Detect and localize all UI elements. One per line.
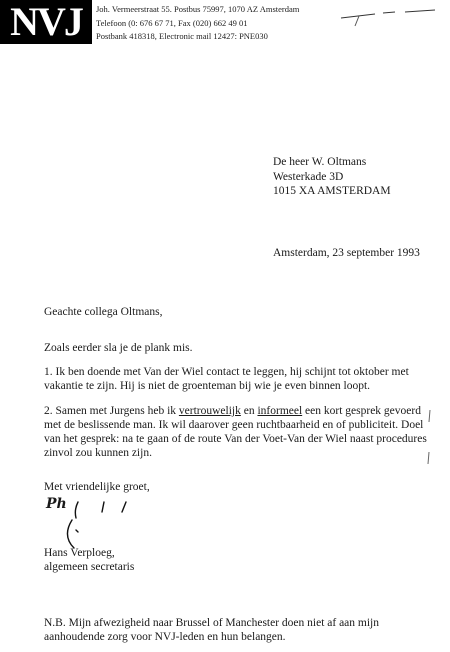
salutation: Geachte collega Oltmans, xyxy=(44,306,163,318)
paragraph-point-2 xyxy=(44,404,428,460)
date-line: Amsterdam, 23 september 1993 xyxy=(273,247,420,259)
paragraph-point-1: 1. Ik ben doende met Van der Wiel contact te leggen, hij schijnt tot oktober met vakantie te zijn. Hij is niet de groenteman bij wie je even binnen loopt. xyxy=(44,366,409,392)
nvj-logo: NVJ xyxy=(0,0,92,44)
signer-name: Hans Verploeg, xyxy=(44,547,115,559)
pen-scribble-mark xyxy=(335,4,445,34)
closing: Met vriendelijke groet, xyxy=(44,481,150,493)
recipient-street: Westerkade 3D xyxy=(273,171,344,183)
underlined-informeel: informeel xyxy=(257,405,303,417)
paragraph-point-2-start: 2. Samen met Jurgens heb ik xyxy=(44,405,179,417)
letterhead-address: Joh. Vermeerstraat 55. Postbus 75997, 1070 AZ Amsterdam xyxy=(96,4,300,14)
letterhead-phone-fax: Telefoon (0: 676 67 71, Fax (020) 662 49 01 xyxy=(96,18,248,28)
recipient-name: De heer W. Oltmans xyxy=(273,156,367,168)
paragraph-point-2-rest: een kort gesprek gevoerd met de beslissende man. Ik wil daarover geen ruchtbaarheid en of publiciteit. Doel van het gesprek: na te gaan of de route Van der Voet-Van der Wiel naast procedures zinvol zou kunnen zijn. xyxy=(44,405,427,459)
margin-mark xyxy=(424,408,434,468)
nb-note: N.B. Mijn afwezigheid naar Brussel of Manchester doen niet af aan mijn aanhoudende zorg voor NVJ-leden en hun belangen. xyxy=(44,617,379,643)
paragraph-point-2-and: en xyxy=(240,405,258,417)
signer-title: algemeen secretaris xyxy=(44,561,135,573)
paragraph-intro: Zoals eerder sla je de plank mis. xyxy=(44,342,193,354)
handwritten-initials: Ph xyxy=(46,496,67,512)
letterhead-postbank-email: Postbank 418318, Electronic mail 12427: PNE030 xyxy=(96,31,268,41)
underlined-vertrouwelijk: vertrouwelijk xyxy=(178,405,241,417)
recipient-city: 1015 XA AMSTERDAM xyxy=(273,185,391,197)
